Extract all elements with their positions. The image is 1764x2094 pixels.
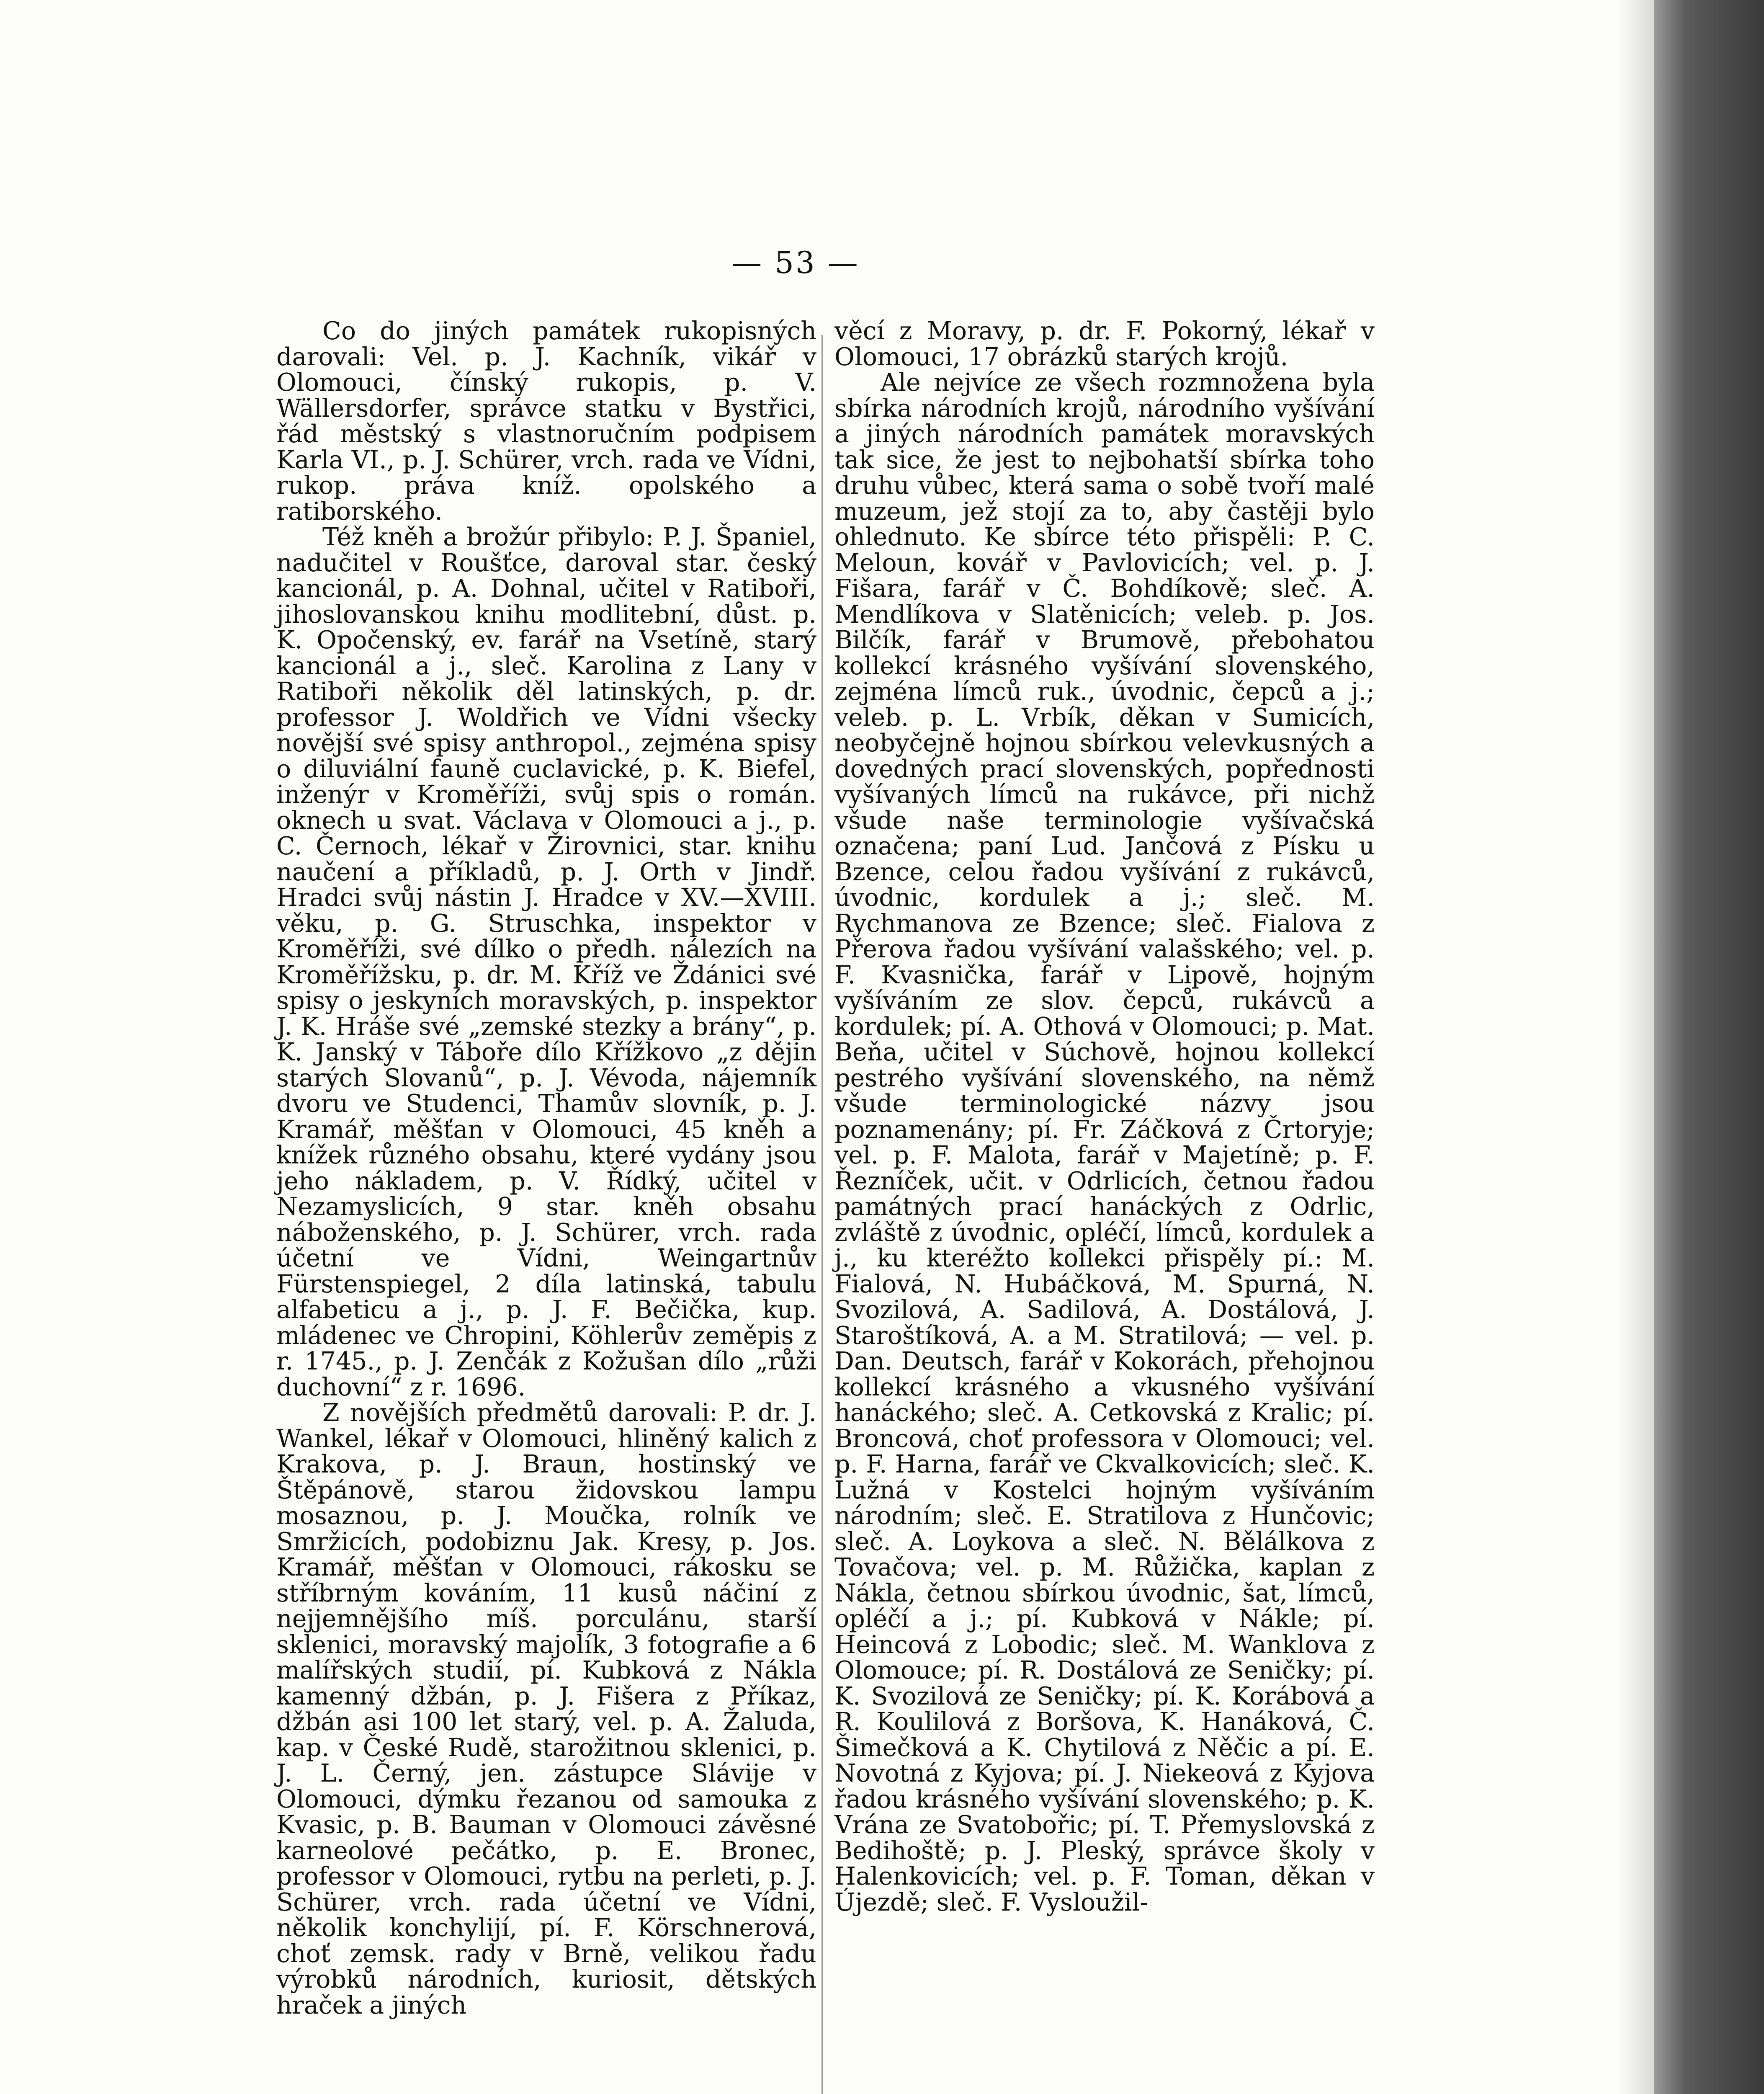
left-column — [276, 318, 816, 2018]
column-divider — [821, 335, 823, 2094]
paragraph: věcí z Moravy, p. dr. F. Pokorný, lékař v Olomouci, 17 obrázků starých krojů. — [834, 317, 1375, 371]
scanner-background — [1654, 0, 1764, 2094]
paragraph: Ale nejvíce ze všech rozmnožena byla sbírka národních krojů, národního vyšívání a jiných národních památek moravských tak sice, že jest to nejbohatší sbírka toho druhu vůbec, která sama o sobě tvoří malé muzeum, jež stojí za to, aby častěji bylo ohlednuto. Ke sbírce této přispěli: P. C. Meloun, kovář v Pavlovicích; vel. p. J. Fišara, farář v Č. Bohdíkově; slеč. A. Mendlíkova v Slatěnicích; veleb. p. Jos. Bilčík, farář v Brumově, přebohatou kollekcí krásného vyšívání slovenského, zejména límců ruk., úvodnic, čepců a j.; veleb. p. L. Vrbík, děkan v Sumicích, neobyčejně hojnou sbírkou velevkusných a dovedných prací slovenských, popřednosti vyšívaných límců na rukávce, při nichž všude naše terminologie vyšívačská označena; paní Lud. Jančová z Písku u Bzence, celou řadou vyšívání z rukávců, úvodnic, kordulek a j.; slеč. M. Rychmanova ze Bzence; slеč. Fialova z Přerova řadou vyšívání valašského; vel. p. F. Kvasnička, farář v Lipově, hojným vyšíváním ze slov. čepců, rukávců a kordulek; pí. A. Othová v Olomouci; p. Mat. Beňa, učitel v Súchově, hojnou kollekcí pestrého vyšívání slovenského, na němž všude terminologické názvy jsou poznamenány; pí. Fr. Záčková z Črtoryje; vel. p. F. Malota, farář v Majetíně; p. F. Řezníček, učit. v Odrlicích, četnou řadou památných prací hanáckých z Odrlic, zvláště z úvodnic, opléčí, límců, kordulek a j., ku kteréžto kollekci přispěly pí.: M. Fialová, N. Hubáčková, M. Spurná, N. Svozilová, A. Sadilová, A. Dostálová, J. Staroštíková, A. a M. Stratilová; — vel. p. Dan. Deutsch, farář v Kokorách, přehojnou kollekcí krásného a vkusného vyšívání hanáckého; slеč. A. Cetkovská z Kralic; pí. Broncová, choť professora v Olomouci; vel. p. F. Harna, farář ve Ckvalkovicích; slеč. K. Lužná v Kostelci hojným vyšíváním národním; slеč. E. Stratilova z Hunčovic; slеč. A. Loykova a slеč. N. Bělálkova z Tovačova; vel. p. M. Růžička, kaplan z Nákla, četnou sbírkou úvodnic, šat, límců, opléčí a j.; pí. Kubková v Nákle; pí. Heincová z Lobodic; slеč. M. Wanklova z Olomouce; pí. R. Dostálová ze Seničky; pí. K. Svozilová ze Seničky; pí. K. Korábová a R. Koulilová z Boršova, K. Hanáková, Č. Šimečková a K. Chytilová z Něčic a pí. E. Novotná z Kyjova; pí. J. Niekeová z Kyjova řadou krásného vyšívání slovenského; p. K. Vrána ze Svatobořic; pí. T. Přemyslovská z Bedihoště; p. J. Pleský, správce školy v Halenkovicích; vel. p. F. Toman, děkan v Újezdě; slеč. F. Vysloužil- — [834, 368, 1375, 1916]
paragraph: Z novějších předmětů darovali: P. dr. J. Wankel, lékař v Olomouci, hliněný kalich z Krakova, p. J. Braun, hostinský ve Štěpánově, starou židovskou lampu mosaznou, p. J. Moučka, rolník ve Smržicích, podobiznu Jak. Kresy, p. Jos. Kramář, měšťan v Olomouci, rákosku se stříbrným kováním, 11 kusů náčiní z nejjemnějšího míš. porculánu, starší sklenici, moravský majolík, 3 fotografie a 6 malířských studií, pí. Kubková z Nákla kamenný džbán, p. J. Fišera z Příkaz, džbán asi 100 let starý, vel. p. A. Žaluda, kap. v České Rudě, starožitnou sklenici, p. J. L. Černý, jen. zástupce Slávije v Olomouci, dýmku řezanou od samouka z Kvasic, p. B. Bauman v Olomouci závěsné karneolové pečátko, p. E. Bronec, professor v Olomouci, rytbu na perleti, p. J. Schürer, vrch. rada účetní ve Vídni, několik konchylijí, pí. F. Körschnerová, choť zemsk. rady v Brně, velikou řadu výrobků národních, kuriosit, dětských hraček a jiných — [276, 1398, 816, 2019]
paragraph: Též kněh a brožúr přibylo: P. J. Španiel, nadučitel v Roušťce, daroval star. český kancionál, p. A. Dohnal, učitel v Ratiboři, jihoslovanskou knihu modlitební, důst. p. K. Opočenský, ev. farář na Vsetíně, starý kancionál a j., sleč. Karolina z Lany v Ratiboři několik děl latinských, p. dr. professor J. Woldřich ve Vídni všecky novější své spisy anthropol., zejména spisy o diluviální fauně cuclavické, p. K. Biefel, inženýr v Kroměříži, svůj spis o román. oknech u svat. Václava v Olomouci a j., p. C. Černoch, lékař v Žirovnici, star. knihu naučení a příkladů, p. J. Orth v Jindř. Hradci svůj nástin J. Hradce v XV.—XVIII. věku, p. G. Struschka, inspektor v Kroměříži, své dílko o předh. nálezích na Kroměřížsku, p. dr. M. Kříž ve Ždánici své spisy o jeskyních moravských, p. inspektor J. K. Hráše své „zemské stezky a brány“, p. K. Janský v Táboře dílo Křížkovo „z dějin starých Slovanů“, p. J. Vévoda, nájemník dvoru ve Studenci, Thamův slovník, p. J. Kramář, měšťan v Olomouci, 45 kněh a knížek různého obsahu, které vydány jsou jeho nákladem, p. V. Řídký, učitel v Nezamyslicích, 9 star. kněh obsahu náboženského, p. J. Schürer, vrch. rada účetní ve Vídni, Weingartnův Fürstenspiegel, 2 díla latinská, tabulu alfabeticu a j., p. J. F. Bečička, kup. mládenec ve Chropini, Köhlerův zeměpis z r. 1745., p. J. Zenčák z Kožušan dílo „růži duchovní“ z r. 1696. — [276, 523, 816, 1401]
right-column — [834, 318, 1375, 1915]
page-number: — 53 — — [731, 245, 860, 280]
paragraph: Co do jiných památek rukopisných darovali: Vel. p. J. Kachník, vikář v Olomouci, čínský rukopis, p. V. Wällersdorfer, správce statku v Bystřici, řád městský s vlastnoručním podpisem Karla VI., p. J. Schürer, vrch. rada ve Vídni, rukop. práva kníž. opolského a ratiborského. — [276, 317, 816, 526]
